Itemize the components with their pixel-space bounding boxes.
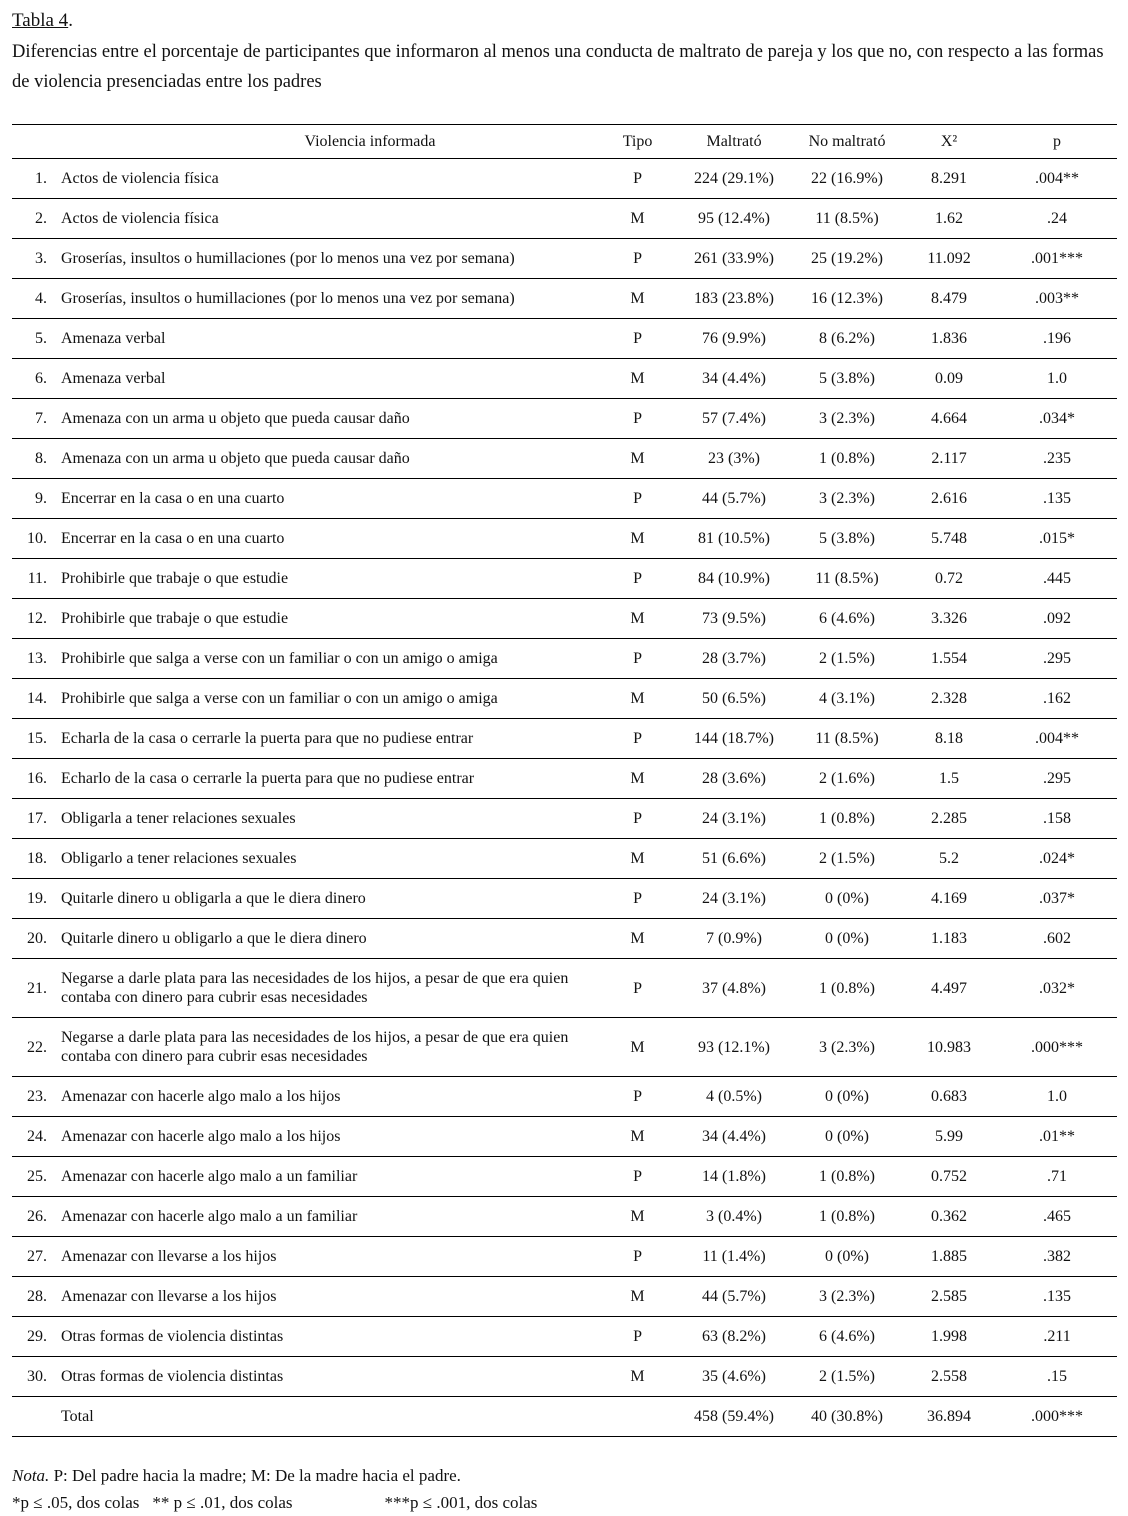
- violence-description: Actos de violencia física: [50, 199, 600, 239]
- table-row: [12, 1117, 1117, 1157]
- row-number: 30.: [12, 1357, 50, 1397]
- maltrato-value: 37 (4.8%): [675, 959, 793, 1018]
- violence-description: Groserías, insultos o humillaciones (por lo menos una vez por semana): [50, 239, 600, 279]
- row-number: 9.: [12, 479, 50, 519]
- violence-description: Echarla de la casa o cerrarle la puerta para que no pudiese entrar: [50, 719, 600, 759]
- violence-description: Prohibirle que salga a verse con un familiar o con un amigo o amiga: [50, 639, 600, 679]
- violence-description: Amenazar con hacerle algo malo a los hijos: [50, 1077, 600, 1117]
- no-maltrato-value: 11 (8.5%): [793, 199, 901, 239]
- no-maltrato-value: 5 (3.8%): [793, 359, 901, 399]
- row-number: 20.: [12, 919, 50, 959]
- tipo-value: P: [600, 959, 675, 1018]
- table-row: [12, 1237, 1117, 1277]
- table-row: [12, 1277, 1117, 1317]
- violence-description: Prohibirle que trabaje o que estudie: [50, 599, 600, 639]
- maltrato-value: 35 (4.6%): [675, 1357, 793, 1397]
- no-maltrato-value: 16 (12.3%): [793, 279, 901, 319]
- p-value: .037*: [997, 879, 1117, 919]
- p-value: .235: [997, 439, 1117, 479]
- violence-description: Obligarlo a tener relaciones sexuales: [50, 839, 600, 879]
- p-value: .032*: [997, 959, 1117, 1018]
- violence-description: Obligarla a tener relaciones sexuales: [50, 799, 600, 839]
- p-value: .295: [997, 639, 1117, 679]
- row-number: 16.: [12, 759, 50, 799]
- maltrato-value: 144 (18.7%): [675, 719, 793, 759]
- maltrato-value: 261 (33.9%): [675, 239, 793, 279]
- violence-description: Amenazar con llevarse a los hijos: [50, 1237, 600, 1277]
- table-row: [12, 719, 1117, 759]
- maltrato-value: 50 (6.5%): [675, 679, 793, 719]
- violence-description: Quitarle dinero u obligarla a que le diera dinero: [50, 879, 600, 919]
- chi-squared-value: 1.5: [901, 759, 997, 799]
- row-number: 14.: [12, 679, 50, 719]
- row-number: 7.: [12, 399, 50, 439]
- total-p-value: .000***: [997, 1397, 1117, 1437]
- chi-squared-value: 5.2: [901, 839, 997, 879]
- sig-01: ** p ≤ .01, dos colas: [152, 1493, 293, 1512]
- tipo-value: M: [600, 679, 675, 719]
- no-maltrato-value: 6 (4.6%): [793, 1317, 901, 1357]
- row-number: 11.: [12, 559, 50, 599]
- chi-squared-value: 2.616: [901, 479, 997, 519]
- p-value: .000***: [997, 1018, 1117, 1077]
- maltrato-value: 73 (9.5%): [675, 599, 793, 639]
- violence-description: Actos de violencia física: [50, 159, 600, 199]
- tipo-value: P: [600, 319, 675, 359]
- row-number: 21.: [12, 959, 50, 1018]
- row-number: 6.: [12, 359, 50, 399]
- tipo-value: M: [600, 599, 675, 639]
- p-value: .71: [997, 1157, 1117, 1197]
- maltrato-value: 57 (7.4%): [675, 399, 793, 439]
- maltrato-value: 51 (6.6%): [675, 839, 793, 879]
- p-value: .034*: [997, 399, 1117, 439]
- row-number: 5.: [12, 319, 50, 359]
- p-value: .196: [997, 319, 1117, 359]
- maltrato-value: 28 (3.6%): [675, 759, 793, 799]
- maltrato-value: 24 (3.1%): [675, 799, 793, 839]
- chi-squared-value: 0.09: [901, 359, 997, 399]
- row-number: 15.: [12, 719, 50, 759]
- header-tipo: Tipo: [600, 125, 675, 159]
- row-number: 24.: [12, 1117, 50, 1157]
- chi-squared-value: 1.998: [901, 1317, 997, 1357]
- row-number: 22.: [12, 1018, 50, 1077]
- tipo-value: P: [600, 719, 675, 759]
- row-number: 25.: [12, 1157, 50, 1197]
- table-row: [12, 599, 1117, 639]
- total-tipo-cell: [600, 1397, 675, 1437]
- no-maltrato-value: 8 (6.2%): [793, 319, 901, 359]
- chi-squared-value: 11.092: [901, 239, 997, 279]
- p-value: .382: [997, 1237, 1117, 1277]
- table-row: [12, 879, 1117, 919]
- total-num-cell: [12, 1397, 50, 1437]
- violence-description: Amenaza verbal: [50, 319, 600, 359]
- row-number: 3.: [12, 239, 50, 279]
- no-maltrato-value: 2 (1.5%): [793, 1357, 901, 1397]
- maltrato-value: 4 (0.5%): [675, 1077, 793, 1117]
- tipo-value: P: [600, 559, 675, 599]
- violence-description: Amenazar con hacerle algo malo a los hijos: [50, 1117, 600, 1157]
- tipo-value: P: [600, 1077, 675, 1117]
- violence-description: Otras formas de violencia distintas: [50, 1317, 600, 1357]
- chi-squared-value: 1.554: [901, 639, 997, 679]
- row-number: 23.: [12, 1077, 50, 1117]
- no-maltrato-value: 1 (0.8%): [793, 1157, 901, 1197]
- p-value: .004**: [997, 719, 1117, 759]
- maltrato-value: 183 (23.8%): [675, 279, 793, 319]
- violence-description: Amenaza con un arma u objeto que pueda causar daño: [50, 439, 600, 479]
- table-caption: Diferencias entre el porcentaje de participantes que informaron al menos una conducta de maltrato de pareja y los que no, con respecto a las formas de violencia presenciadas entre los padres: [12, 42, 1104, 92]
- violence-description: Amenazar con hacerle algo malo a un familiar: [50, 1157, 600, 1197]
- table-row: [12, 279, 1117, 319]
- table-row: [12, 439, 1117, 479]
- table-row: [12, 159, 1117, 199]
- chi-squared-value: 1.885: [901, 1237, 997, 1277]
- maltrato-value: 28 (3.7%): [675, 639, 793, 679]
- header-violencia-informada: Violencia informada: [12, 125, 600, 159]
- p-value: .015*: [997, 519, 1117, 559]
- total-no-maltrato-value: 40 (30.8%): [793, 1397, 901, 1437]
- maltrato-value: 11 (1.4%): [675, 1237, 793, 1277]
- header-maltrato: Maltrató: [675, 125, 793, 159]
- table-row: [12, 1317, 1117, 1357]
- chi-squared-value: 4.169: [901, 879, 997, 919]
- maltrato-value: 7 (0.9%): [675, 919, 793, 959]
- tipo-value: M: [600, 519, 675, 559]
- row-number: 28.: [12, 1277, 50, 1317]
- tipo-value: M: [600, 919, 675, 959]
- p-value: 1.0: [997, 359, 1117, 399]
- no-maltrato-value: 2 (1.5%): [793, 839, 901, 879]
- table-row: [12, 639, 1117, 679]
- violence-description: Prohibirle que salga a verse con un familiar o con un amigo o amiga: [50, 679, 600, 719]
- violence-description: Prohibirle que trabaje o que estudie: [50, 559, 600, 599]
- table-row: [12, 1077, 1117, 1117]
- header-row: [12, 125, 1117, 159]
- tipo-value: M: [600, 1117, 675, 1157]
- chi-squared-value: 8.479: [901, 279, 997, 319]
- row-number: 29.: [12, 1317, 50, 1357]
- sig-05: *p ≤ .05, dos colas: [12, 1493, 140, 1512]
- violence-description: Amenaza verbal: [50, 359, 600, 399]
- p-value: .135: [997, 1277, 1117, 1317]
- chi-squared-value: 5.748: [901, 519, 997, 559]
- row-number: 8.: [12, 439, 50, 479]
- maltrato-value: 224 (29.1%): [675, 159, 793, 199]
- sig-001: ***p ≤ .001, dos colas: [384, 1493, 538, 1512]
- maltrato-value: 81 (10.5%): [675, 519, 793, 559]
- table-row: [12, 759, 1117, 799]
- row-number: 27.: [12, 1237, 50, 1277]
- tipo-value: M: [600, 359, 675, 399]
- chi-squared-value: 2.285: [901, 799, 997, 839]
- table-row: [12, 679, 1117, 719]
- no-maltrato-value: 5 (3.8%): [793, 519, 901, 559]
- tipo-value: P: [600, 239, 675, 279]
- maltrato-value: 63 (8.2%): [675, 1317, 793, 1357]
- row-number: 12.: [12, 599, 50, 639]
- no-maltrato-value: 3 (2.3%): [793, 1018, 901, 1077]
- table-row: [12, 799, 1117, 839]
- violence-description: Encerrar en la casa o en una cuarto: [50, 479, 600, 519]
- tipo-value: P: [600, 159, 675, 199]
- chi-squared-value: 1.183: [901, 919, 997, 959]
- table-row: [12, 1197, 1117, 1237]
- no-maltrato-value: 3 (2.3%): [793, 399, 901, 439]
- table-row: [12, 919, 1117, 959]
- nota-label: Nota.: [12, 1466, 50, 1485]
- row-number: 1.: [12, 159, 50, 199]
- chi-squared-value: 0.72: [901, 559, 997, 599]
- nota-text: P: Del padre hacia la madre; M: De la madre hacia el padre.: [49, 1466, 461, 1485]
- violence-description: Groserías, insultos o humillaciones (por lo menos una vez por semana): [50, 279, 600, 319]
- no-maltrato-value: 1 (0.8%): [793, 439, 901, 479]
- no-maltrato-value: 11 (8.5%): [793, 719, 901, 759]
- table-row: [12, 399, 1117, 439]
- no-maltrato-value: 0 (0%): [793, 879, 901, 919]
- no-maltrato-value: 2 (1.6%): [793, 759, 901, 799]
- no-maltrato-value: 0 (0%): [793, 1077, 901, 1117]
- p-value: .003**: [997, 279, 1117, 319]
- tipo-value: P: [600, 399, 675, 439]
- table-title-period: .: [68, 10, 73, 31]
- no-maltrato-value: 2 (1.5%): [793, 639, 901, 679]
- no-maltrato-value: 3 (2.3%): [793, 1277, 901, 1317]
- p-value: 1.0: [997, 1077, 1117, 1117]
- chi-squared-value: 2.558: [901, 1357, 997, 1397]
- table-title-text: Tabla 4: [12, 10, 69, 31]
- notes-section: [12, 1462, 1117, 1516]
- tipo-value: M: [600, 1357, 675, 1397]
- chi-squared-value: 4.664: [901, 399, 997, 439]
- maltrato-value: 34 (4.4%): [675, 359, 793, 399]
- p-value: .01**: [997, 1117, 1117, 1157]
- p-value: .001***: [997, 239, 1117, 279]
- p-value: .445: [997, 559, 1117, 599]
- tipo-value: M: [600, 279, 675, 319]
- tipo-value: M: [600, 1277, 675, 1317]
- table-row: [12, 559, 1117, 599]
- no-maltrato-value: 4 (3.1%): [793, 679, 901, 719]
- maltrato-value: 3 (0.4%): [675, 1197, 793, 1237]
- no-maltrato-value: 1 (0.8%): [793, 799, 901, 839]
- maltrato-value: 34 (4.4%): [675, 1117, 793, 1157]
- maltrato-value: 44 (5.7%): [675, 1277, 793, 1317]
- row-number: 4.: [12, 279, 50, 319]
- no-maltrato-value: 0 (0%): [793, 919, 901, 959]
- header-p-value: p: [997, 125, 1117, 159]
- tipo-value: P: [600, 1157, 675, 1197]
- row-number: 19.: [12, 879, 50, 919]
- table-row: [12, 239, 1117, 279]
- tipo-value: P: [600, 1317, 675, 1357]
- maltrato-value: 93 (12.1%): [675, 1018, 793, 1077]
- no-maltrato-value: 6 (4.6%): [793, 599, 901, 639]
- maltrato-value: 76 (9.9%): [675, 319, 793, 359]
- total-row: [12, 1397, 1117, 1437]
- violence-description: Quitarle dinero u obligarlo a que le diera dinero: [50, 919, 600, 959]
- p-value: .211: [997, 1317, 1117, 1357]
- p-value: .602: [997, 919, 1117, 959]
- row-number: 18.: [12, 839, 50, 879]
- maltrato-value: 84 (10.9%): [675, 559, 793, 599]
- p-value: .15: [997, 1357, 1117, 1397]
- chi-squared-value: 8.18: [901, 719, 997, 759]
- maltrato-value: 23 (3%): [675, 439, 793, 479]
- p-value: .135: [997, 479, 1117, 519]
- maltrato-value: 24 (3.1%): [675, 879, 793, 919]
- chi-squared-value: 1.62: [901, 199, 997, 239]
- chi-squared-value: 5.99: [901, 1117, 997, 1157]
- table-row: [12, 839, 1117, 879]
- chi-squared-value: 0.683: [901, 1077, 997, 1117]
- table-row: [12, 359, 1117, 399]
- chi-squared-value: 2.117: [901, 439, 997, 479]
- table-row: [12, 199, 1117, 239]
- chi-squared-value: 10.983: [901, 1018, 997, 1077]
- violence-description: Otras formas de violencia distintas: [50, 1357, 600, 1397]
- tipo-value: P: [600, 799, 675, 839]
- no-maltrato-value: 25 (19.2%): [793, 239, 901, 279]
- violence-description: Echarlo de la casa o cerrarle la puerta para que no pudiese entrar: [50, 759, 600, 799]
- row-number: 13.: [12, 639, 50, 679]
- tipo-value: M: [600, 839, 675, 879]
- tipo-value: M: [600, 759, 675, 799]
- row-number: 10.: [12, 519, 50, 559]
- total-maltrato-value: 458 (59.4%): [675, 1397, 793, 1437]
- significance-note: [12, 1489, 1117, 1516]
- header-chi-squared: X²: [901, 125, 997, 159]
- chi-squared-value: 0.752: [901, 1157, 997, 1197]
- no-maltrato-value: 22 (16.9%): [793, 159, 901, 199]
- header-no-maltrato: No maltrató: [793, 125, 901, 159]
- tipo-value: M: [600, 1197, 675, 1237]
- total-chi-squared-value: 36.894: [901, 1397, 997, 1437]
- table-row: [12, 319, 1117, 359]
- table-row: [12, 959, 1117, 1018]
- table-note: [12, 1462, 1117, 1489]
- tipo-value: M: [600, 199, 675, 239]
- row-number: 2.: [12, 199, 50, 239]
- no-maltrato-value: 1 (0.8%): [793, 959, 901, 1018]
- results-table: [12, 124, 1117, 1437]
- tipo-value: P: [600, 639, 675, 679]
- no-maltrato-value: 3 (2.3%): [793, 479, 901, 519]
- total-label: Total: [50, 1397, 600, 1437]
- table-title: [12, 9, 1117, 33]
- chi-squared-value: 8.291: [901, 159, 997, 199]
- violence-description: Amenazar con hacerle algo malo a un familiar: [50, 1197, 600, 1237]
- chi-squared-value: 4.497: [901, 959, 997, 1018]
- table-row: [12, 1157, 1117, 1197]
- maltrato-value: 44 (5.7%): [675, 479, 793, 519]
- p-value: .162: [997, 679, 1117, 719]
- violence-description: Amenazar con llevarse a los hijos: [50, 1277, 600, 1317]
- tipo-value: P: [600, 1237, 675, 1277]
- maltrato-value: 14 (1.8%): [675, 1157, 793, 1197]
- p-value: .295: [997, 759, 1117, 799]
- p-value: .092: [997, 599, 1117, 639]
- p-value: .004**: [997, 159, 1117, 199]
- row-number: 17.: [12, 799, 50, 839]
- violence-description: Encerrar en la casa o en una cuarto: [50, 519, 600, 559]
- p-value: .158: [997, 799, 1117, 839]
- violence-description: Negarse a darle plata para las necesidades de los hijos, a pesar de que era quien contaba con dinero para cubrir esas necesidades: [50, 959, 600, 1018]
- no-maltrato-value: 11 (8.5%): [793, 559, 901, 599]
- chi-squared-value: 2.328: [901, 679, 997, 719]
- chi-squared-value: 3.326: [901, 599, 997, 639]
- violence-description: Amenaza con un arma u objeto que pueda causar daño: [50, 399, 600, 439]
- tipo-value: P: [600, 879, 675, 919]
- no-maltrato-value: 0 (0%): [793, 1117, 901, 1157]
- p-value: .465: [997, 1197, 1117, 1237]
- table-row: [12, 479, 1117, 519]
- p-value: .24: [997, 199, 1117, 239]
- tipo-value: P: [600, 479, 675, 519]
- no-maltrato-value: 1 (0.8%): [793, 1197, 901, 1237]
- table-row: [12, 519, 1117, 559]
- no-maltrato-value: 0 (0%): [793, 1237, 901, 1277]
- chi-squared-value: 2.585: [901, 1277, 997, 1317]
- chi-squared-value: 0.362: [901, 1197, 997, 1237]
- tipo-value: M: [600, 439, 675, 479]
- table-row: [12, 1357, 1117, 1397]
- p-value: .024*: [997, 839, 1117, 879]
- maltrato-value: 95 (12.4%): [675, 199, 793, 239]
- tipo-value: M: [600, 1018, 675, 1077]
- table-row: [12, 1018, 1117, 1077]
- chi-squared-value: 1.836: [901, 319, 997, 359]
- violence-description: Negarse a darle plata para las necesidades de los hijos, a pesar de que era quien contaba con dinero para cubrir esas necesidades: [50, 1018, 600, 1077]
- row-number: 26.: [12, 1197, 50, 1237]
